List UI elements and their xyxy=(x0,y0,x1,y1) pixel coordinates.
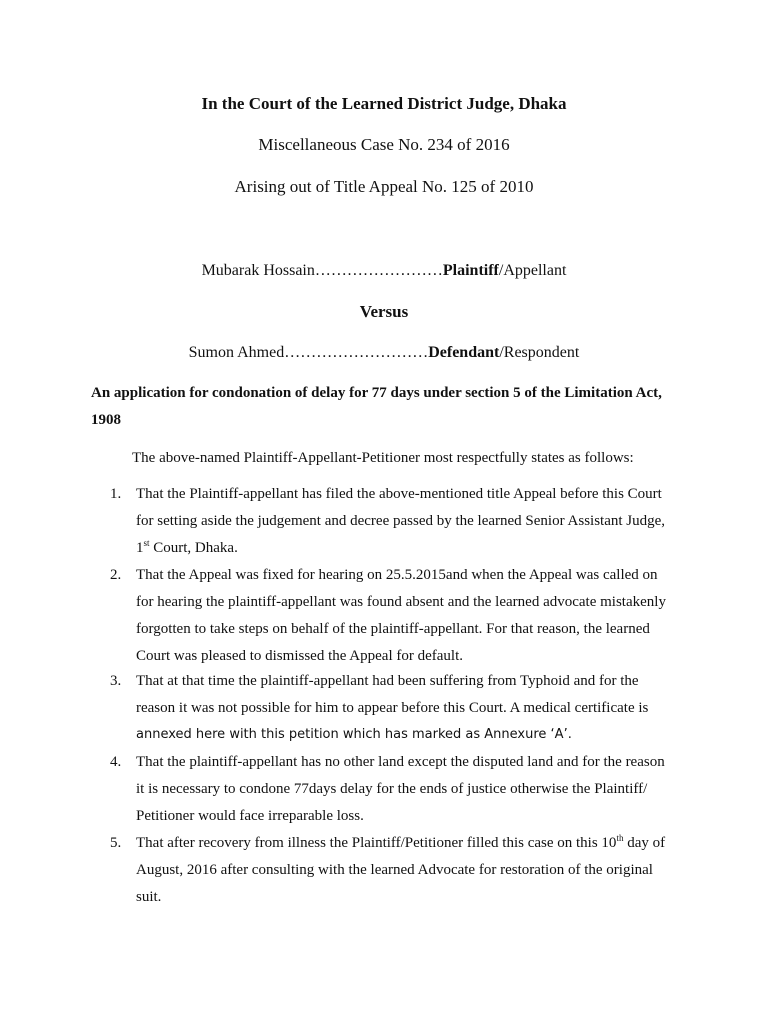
plaintiff-role: Plaintiff xyxy=(442,262,499,279)
item-3-line-2: reason it was not possible for him to appear before this Court. A medical certificate is xyxy=(136,700,649,716)
plaintiff-role-suffix: /Appellant xyxy=(498,262,567,279)
item-1-line-2: for setting aside the judgement and decree passed by the learned Senior Assistant Judge, xyxy=(136,513,666,529)
item-1-line-3-rest: Court, Dhaka. xyxy=(149,540,238,556)
defendant-name: Sumon Ahmed xyxy=(188,344,285,361)
court-title: In the Court of the Learned District Judge, Dhaka xyxy=(201,94,567,113)
item-2-line-3: forgotten to take steps on behalf of the plaintiff-appellant. For that reason, the learned xyxy=(136,621,650,637)
item-2-line-4: Court was pleased to dismissed the Appeal for default. xyxy=(136,648,464,664)
defendant-line xyxy=(0,344,768,362)
item-number: 1. xyxy=(110,486,122,502)
ordinal-suffix: th xyxy=(616,833,624,843)
arising-from: Arising out of Title Appeal No. 125 of 2010 xyxy=(234,177,534,196)
item-number: 3. xyxy=(110,673,122,689)
item-1-line-3 xyxy=(136,539,238,557)
item-4-line-2: it is necessary to condone 77days delay for the ends of justice otherwise the Plaintiff/ xyxy=(136,781,648,797)
item-2-line-1: That the Appeal was fixed for hearing on 25.5.2015and when the Appeal was called on xyxy=(136,567,658,583)
defendant-dots: ……………………… xyxy=(284,344,429,361)
item-5-line-1 xyxy=(136,834,665,852)
versus-heading: Versus xyxy=(359,302,409,321)
application-subject: An application for condonation of delay for 77 days under section 5 of the Limitation Act, 1908 xyxy=(91,385,662,428)
item-5-line-1-rest: day of xyxy=(623,835,666,851)
ordinal-suffix: st xyxy=(143,538,150,548)
item-3-line-1: That at that time the plaintiff-appellant had been suffering from Typhoid and for the xyxy=(136,673,639,689)
plaintiff-name: Mubarak Hossain xyxy=(201,262,315,279)
defendant-role-suffix: /Respondent xyxy=(499,344,580,361)
ordinal-number: 1 xyxy=(136,540,144,556)
defendant-role: Defendant xyxy=(428,344,500,361)
item-number: 4. xyxy=(110,754,122,770)
case-number: Miscellaneous Case No. 234 of 2016 xyxy=(258,135,510,154)
item-4-line-3: Petitioner would face irreparable loss. xyxy=(136,808,364,824)
item-4-line-1: That the plaintiff-appellant has no other land except the disputed land and for the reason xyxy=(136,754,665,770)
item-3-line-3: annexed here with this petition which has marked as Annexure ‘A’. xyxy=(136,727,572,742)
item-5-line-1-text: That after recovery from illness the Plaintiff/Petitioner filled this case on this 10 xyxy=(136,835,617,851)
intro-statement: The above-named Plaintiff-Appellant-Petitioner most respectfully states as follows: xyxy=(132,450,634,466)
plaintiff-dots: …………………… xyxy=(314,262,443,279)
item-2-line-2: for hearing the plaintiff-appellant was found absent and the learned advocate mistakenly xyxy=(136,594,666,610)
plaintiff-line xyxy=(0,262,768,280)
item-number: 2. xyxy=(110,567,122,583)
item-5-line-3: suit. xyxy=(136,889,162,905)
item-5-line-2: August, 2016 after consulting with the learned Advocate for restoration of the original xyxy=(136,862,653,878)
item-number: 5. xyxy=(110,835,122,851)
item-1-line-1: That the Plaintiff-appellant has filed the above-mentioned title Appeal before this Court xyxy=(136,486,662,502)
